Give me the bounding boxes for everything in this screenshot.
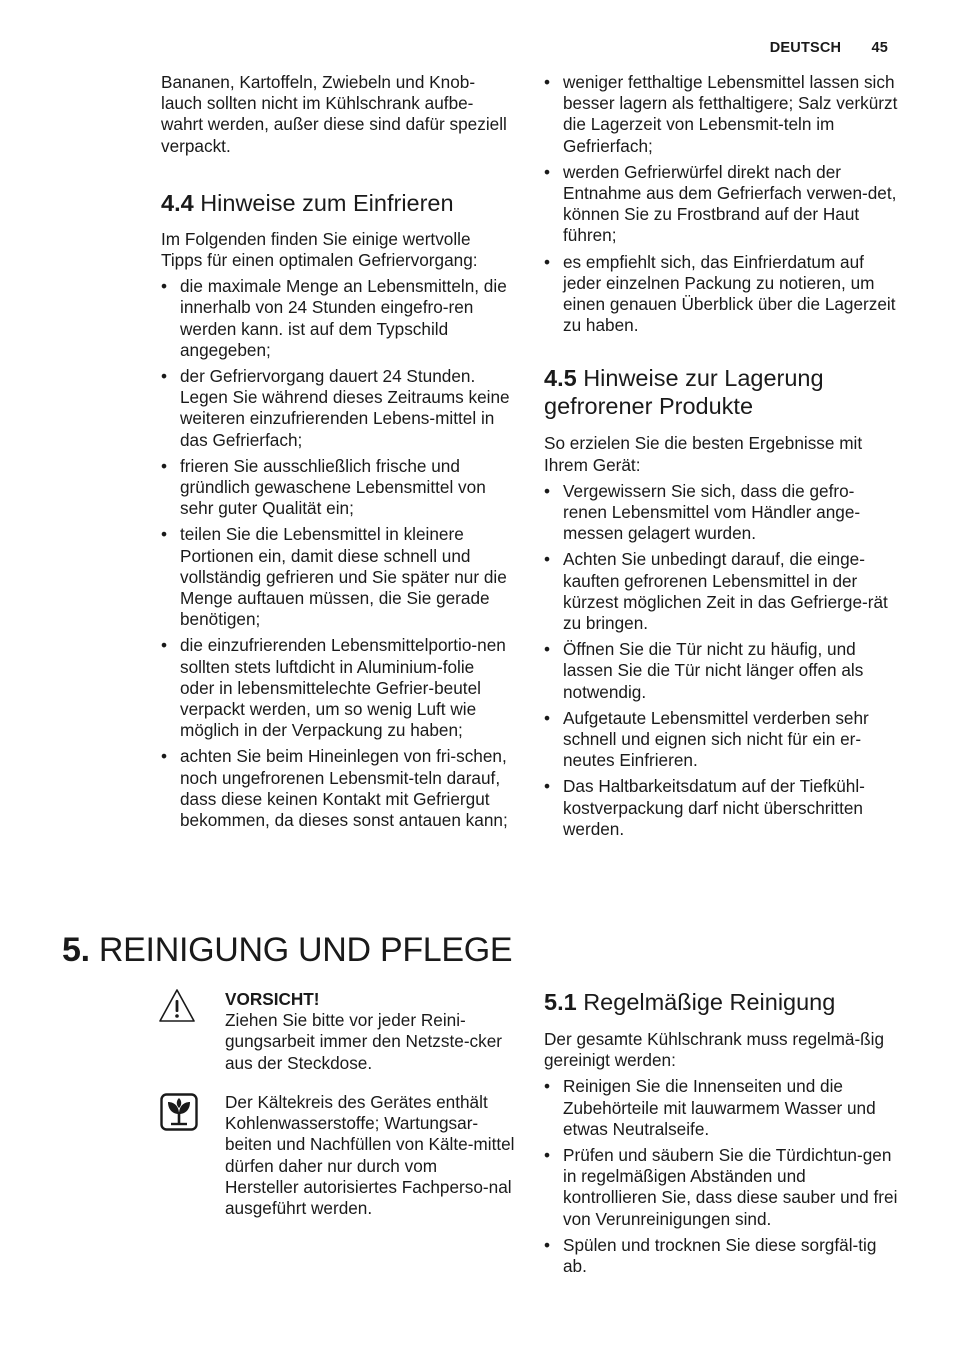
section-number: 5.1 <box>544 989 577 1015</box>
section-4-5-intro: So erzielen Sie die besten Ergebnisse mit Ihrem Gerät: <box>544 433 863 475</box>
list-item: • die einzufrierenden Lebensmittelportio-nen sollten stets luftdicht in Aluminium-folie oder in lebensmittelechte Gefrier-beutel verpackt werden, um so wenig Luft wie möglich in der Verpackung zu haben; <box>161 635 511 741</box>
section-5-1-intro: Der gesamte Kühlschrank muss regelmä-ßig gereinigt werden: <box>544 1029 885 1071</box>
list-item: • Reinigen Sie die Innenseiten und die Zubehörteile mit lauwarmem Wasser und etwas Neutralseife. <box>544 1076 898 1140</box>
page-number: 45 <box>871 40 888 56</box>
list-item: • werden Gefrierwürfel direkt nach der Entnahme aus dem Gefrierfach verwen-det, können Sie zu Frostbrand auf der Haut führen; <box>544 162 898 247</box>
list-item: • die maximale Menge an Lebensmitteln, die innerhalb von 24 Stunden eingefro-ren werden kann. ist auf dem Typschild angegeben; <box>161 276 511 361</box>
section-5-1-list <box>544 1076 898 1277</box>
list-item: • frieren Sie ausschließlich frische und gründlich gewaschene Lebensmittel von sehr guter Qualität ein; <box>161 456 511 520</box>
continued-list <box>544 72 898 336</box>
list-item: • Vergewissern Sie sich, dass die gefro-renen Lebensmittel vom Händler ange-messen gelagert wurden. <box>544 481 898 545</box>
environment-note <box>225 1092 515 1219</box>
section-title-line2: gefrorener Produkte <box>544 393 754 420</box>
list-item: • Das Haltbarkeitsdatum auf der Tiefkühl-kostverpackung darf nicht überschritten werden. <box>544 776 898 840</box>
chapter-5-heading <box>62 930 512 970</box>
section-number: 4.5 <box>544 365 577 392</box>
page-header <box>770 38 888 59</box>
environment-plant-icon <box>160 1093 198 1131</box>
warning-note <box>225 989 515 1074</box>
header-language: DEUTSCH <box>769 40 842 56</box>
section-4-4-list <box>161 276 511 831</box>
section-4-4-intro: Im Folgenden finden Sie einige wertvolle Tipps für einen optimalen Gefriervorgang: <box>161 228 478 271</box>
environment-text: Der Kältekreis des Gerätes enthält Kohlenwasserstoffe; Wartungsar-beiten und Nachfüllen von Kälte-mittel dürfen daher nur durch vom Hersteller autorisiertes Fachperso-nal ausgeführt werden. <box>225 1092 515 1219</box>
right-column <box>544 72 898 845</box>
section-title: Hinweise zum Einfrieren <box>200 189 454 216</box>
list-item: • teilen Sie die Lebensmittel in kleinere Portionen ein, damit diese schnell und vollständig gefrieren und Sie später nur die Menge auftauen müssen, die Sie gerade benötigen; <box>161 524 511 630</box>
warning-label: VORSICHT! <box>225 989 320 1009</box>
section-4-5-heading <box>544 364 898 420</box>
chapter-number: 5. <box>62 931 90 969</box>
section-title: Regelmäßige Reinigung <box>583 989 836 1015</box>
list-item: • Spülen und trocknen Sie diese sorgfäl-tig ab. <box>544 1235 898 1277</box>
list-item: • es empfiehlt sich, das Einfrierdatum auf jeder einzelnen Packung zu notieren, um einen genauen Überblick über die Lagerzeit zu haben. <box>544 252 898 337</box>
section-4-5-list <box>544 481 898 840</box>
list-item: • Aufgetaute Lebensmittel verderben sehr schnell und eignen sich nicht für ein er-neutes Einfrieren. <box>544 708 898 772</box>
left-column <box>161 72 511 836</box>
section-title-line1: Hinweise zur Lagerung <box>583 365 824 392</box>
warning-text: Ziehen Sie bitte vor jeder Reini-gungsarbeit immer den Netzste-cker aus der Steckdose. <box>225 1010 503 1073</box>
list-item: • weniger fetthaltige Lebensmittel lassen sich besser lagern als fetthaltigere; Salz verkürzt die Lagerzeit von Lebensmit-teln im Gefrierfach; <box>544 72 898 157</box>
warning-triangle-icon <box>158 988 196 1024</box>
section-4-4-heading <box>161 189 511 217</box>
chapter-title: REINIGUNG UND PFLEGE <box>98 931 513 969</box>
list-item: • der Gefriervorgang dauert 24 Stunden. Legen Sie während dieses Zeitraums keine weiteren einzufrierenden Lebens-mittel in das Gefrierfach; <box>161 366 511 451</box>
list-item: • Prüfen und säubern Sie die Türdichtun-gen in regelmäßigen Abständen und kontrollieren Sie, dass diese sauber und frei von Verunreinigungen sind. <box>544 1145 898 1230</box>
list-item: • Öffnen Sie die Tür nicht zu häufig, und lassen Sie die Tür nicht länger offen als notwendig. <box>544 639 898 703</box>
list-item: • Achten Sie unbedingt darauf, die einge-kauften gefrorenen Lebensmittel in der kürzest möglichen Zeit in das Gefrierge-rät zu bringen. <box>544 549 898 634</box>
intro-paragraph: Bananen, Kartoffeln, Zwiebeln und Knob-lauch sollten nicht im Kühlschrank aufbe-wahrt werden, außer diese sind dafür speziell verpackt. <box>161 72 507 156</box>
section-number: 4.4 <box>161 189 194 216</box>
section-5-1-heading <box>544 988 898 1016</box>
list-item: • achten Sie beim Hineinlegen von fri-schen, noch ungefrorenen Lebensmit-teln darauf, dass diese keinen Kontakt mit Gefriergut bekommen, da dieses sonst antauen kann; <box>161 746 511 831</box>
section-5-1 <box>544 988 898 1282</box>
